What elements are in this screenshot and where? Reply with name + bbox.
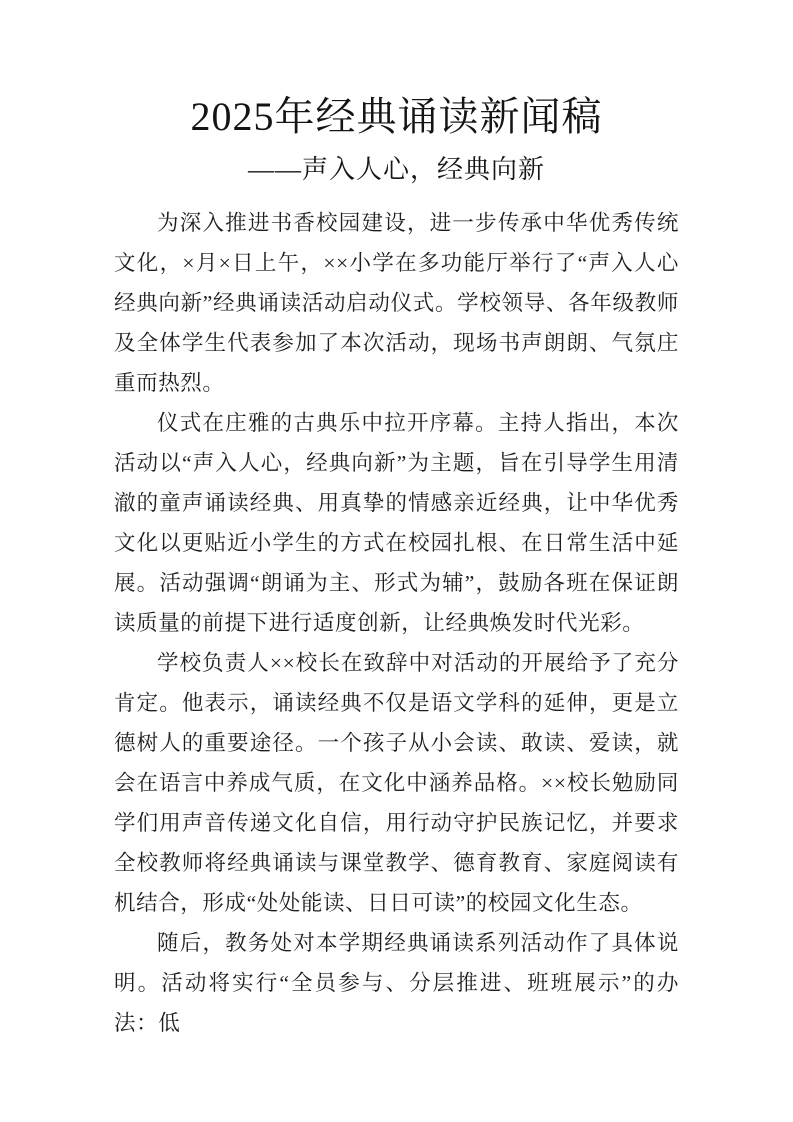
paragraph-list [114, 187, 679, 1043]
paragraph: 学校负责人××校长在致辞中对活动的开展给予了充分肯定。他表示，诵读经典不仅是语文学科的延伸，更是立德树人的重要途径。一个孩子从小会读、敢读、爱读，就会在语言中养成气质，在文化中涵养品格。××校长勉励同学们用声音传递文化自信，用行动守护民族记忆，并要求全校教师将经典诵读与课堂教学、德育教育、家庭阅读有机结合，形成“处处能读、日日可读”的校园文化生态。 [114, 651, 679, 915]
page-title: 2025年经典诵读新闻稿 [190, 94, 603, 139]
paragraph: 为深入推进书香校园建设，进一步传承中华优秀传统文化，×月×日上午，××小学在多功能厅举行了“声入人心 经典向新”经典诵读活动启动仪式。学校领导、各年级教师及全体学生代表参加了本次活动，现场书声朗朗、气氛庄重而热烈。 [114, 211, 679, 395]
paragraph: 随后，教务处对本学期经典诵读系列活动作了具体说明。活动将实行“全员参与、分层推进、班班展示”的办法：低 [114, 931, 679, 1035]
document-text-block [114, 0, 679, 1043]
paragraph: 仪式在庄雅的古典乐中拉开序幕。主持人指出，本次活动以“声入人心，经典向新”为主题，旨在引导学生用清澈的童声诵读经典、用真挚的情感亲近经典，让中华优秀文化以更贴近小学生的方式在校园扎根、在日常生活中延展。活动强调“朗诵为主、形式为辅”，鼓励各班在保证朗读质量的前提下进行适度创新，让经典焕发时代光彩。 [114, 411, 679, 635]
page-subtitle: ——声入人心，经典向新 [247, 155, 545, 184]
